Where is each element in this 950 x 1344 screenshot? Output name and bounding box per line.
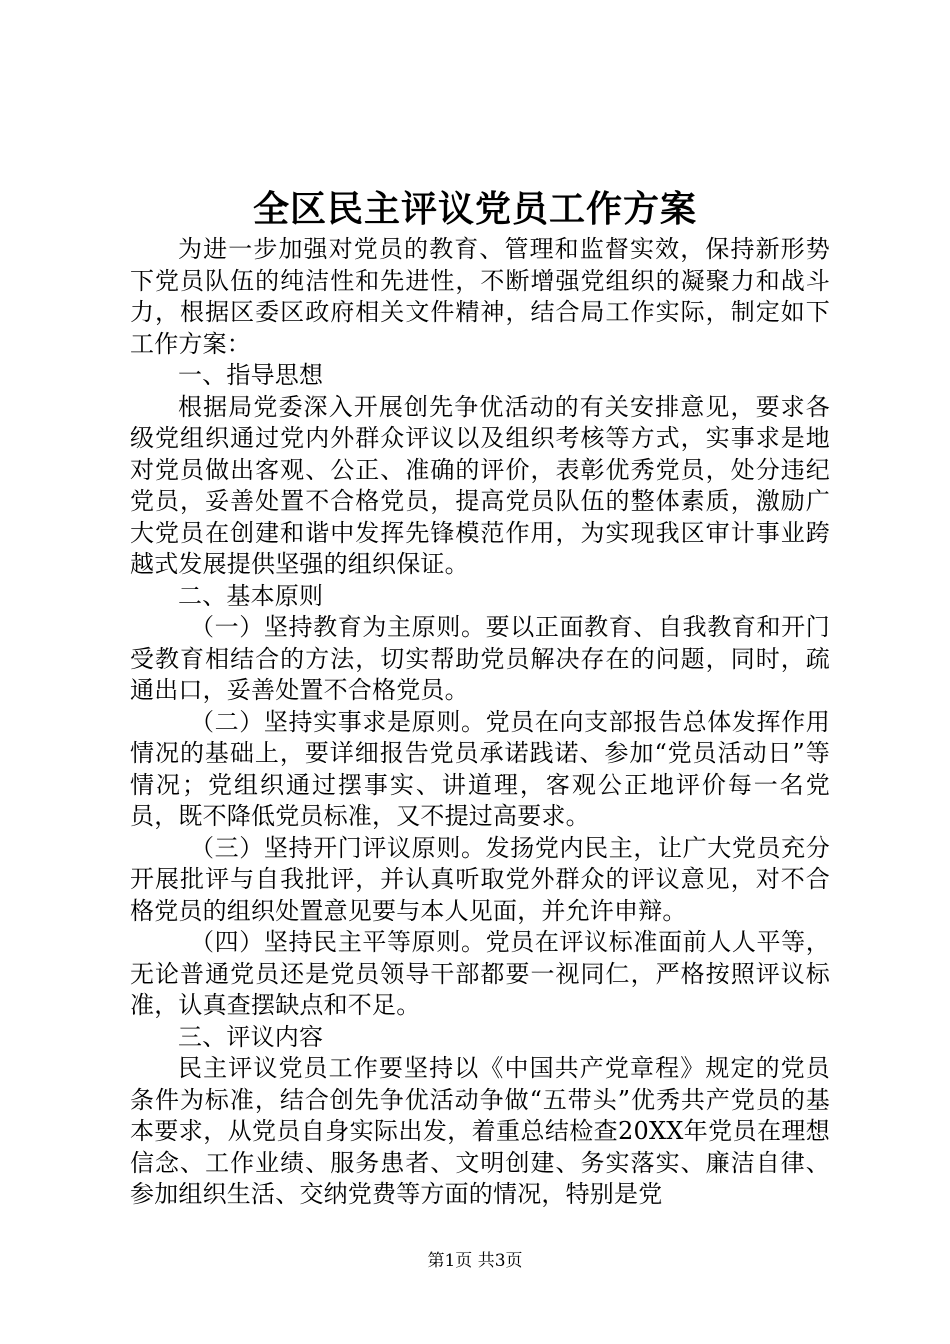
section-heading-basic-principles: 二、基本原则	[178, 581, 324, 610]
principle-4-paragraph: （四）坚持民主平等原则。党员在评议标准面前人人平等，无论普通党员还是党员领导干部都要一视同仁，严格按照评议标准，认真查摆缺点和不足。	[130, 928, 830, 1019]
principle-1-paragraph: （一）坚持教育为主原则。要以正面教育、自我教育和开门受教育相结合的方法，切实帮助党员解决存在的问题，同时，疏通出口，妥善处置不合格党员。	[130, 613, 830, 704]
document-title: 全区民主评议党员工作方案	[252, 188, 697, 230]
principle-3-paragraph: （三）坚持开门评议原则。发扬党内民主，让广大党员充分开展批评与自我批评，并认真听取党外群众的评议意见，对不合格党员的组织处置意见要与本人见面，并允许申辩。	[130, 833, 830, 925]
page-number-footer: 第1页 共3页	[427, 1251, 523, 1271]
guiding-thought-paragraph: 根据局党委深入开展创先争优活动的有关安排意见，要求各级党组织通过党内外群众评议以及组织考核等方式，实事求是地对党员做出客观、公正、准确的评价，表彰优秀党员，处分违纪党员，妥善处置不合格党员，提高党员队伍的整体素质，激励广大党员在创建和谐中发挥先锋模范作用，为实现我区审计事业跨越式发展提供坚强的组织保证。	[130, 392, 830, 578]
principle-2-paragraph: （二）坚持实事求是原则。党员在向支部报告总体发挥作用情况的基础上，要详细报告党员承诺践诺、参加“党员活动日”等情况；党组织通过摆事实、讲道理，客观公正地评价每一名党员，既不降低党员标准，又不提过高要求。	[130, 707, 830, 830]
intro-paragraph: 为进一步加强对党员的教育、管理和监督实效，保持新形势下党员队伍的纯洁性和先进性，不断增强党组织的凝聚力和战斗力，根据区委区政府相关文件精神，结合局工作实际，制定如下工作方案：	[130, 235, 830, 358]
section-heading-guiding-thought: 一、指导思想	[178, 361, 324, 389]
evaluation-content-paragraph: 民主评议党员工作要坚持以《中国共产党章程》规定的党员条件为标准，结合创先争优活动争做“五带头”优秀共产党员的基本要求，从党员自身实际出发，着重总结检查20XX年党员在理想信念、工作业绩、服务患者、文明创建、务实落实、廉洁自律、参加组织生活、交纳党费等方面的情况，特别是党	[130, 1054, 830, 1208]
section-heading-evaluation-content: 三、评议内容	[178, 1022, 324, 1051]
document-body	[130, 234, 830, 1211]
